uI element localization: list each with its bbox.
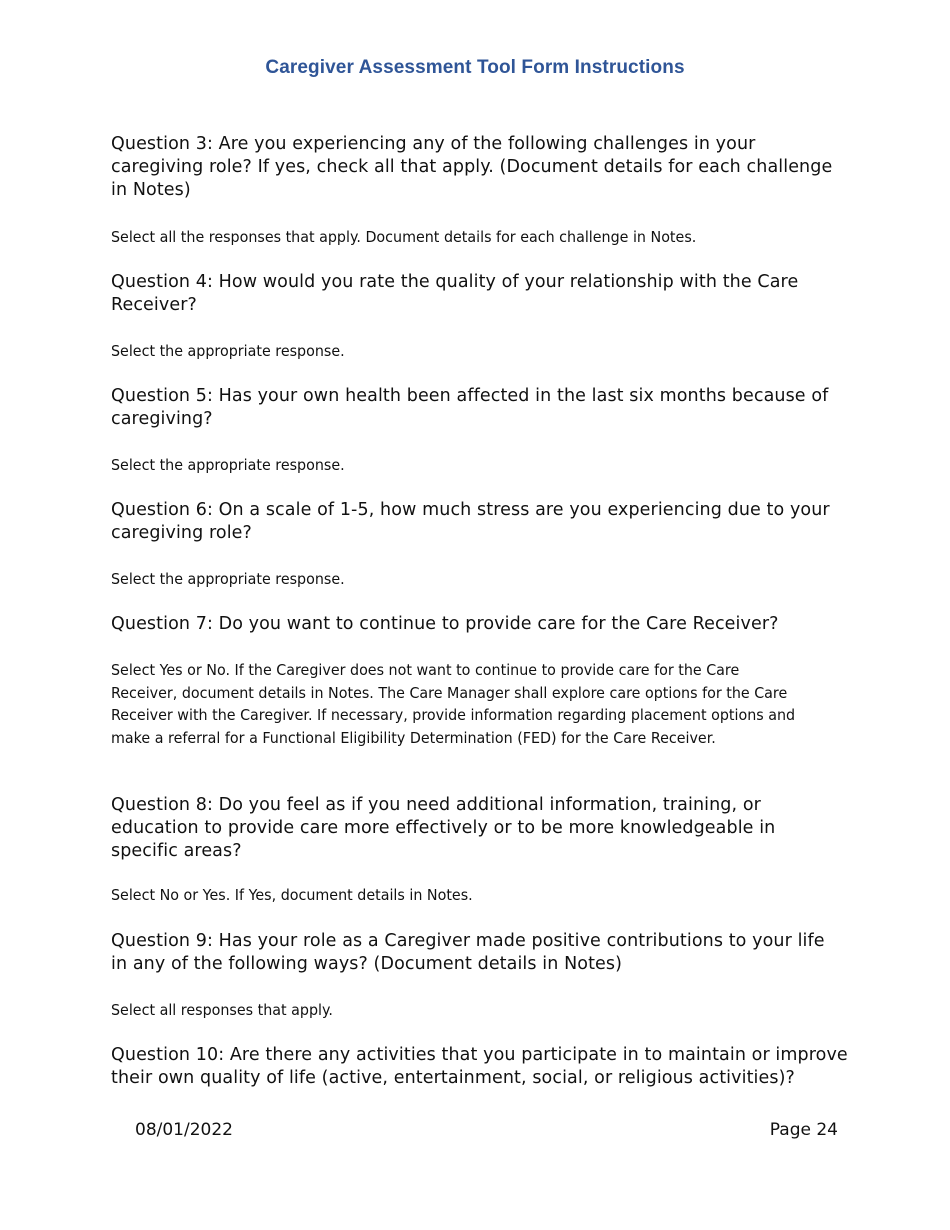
instruction-3: Select all the responses that apply. Document details for each challenge in Notes.: [111, 228, 697, 246]
instruction-9: Select all responses that apply.: [111, 1001, 333, 1019]
instruction-4: Select the appropriate response.: [111, 342, 345, 360]
question-10: Question 10: Are there any activities that you participate in to maintain or improve their own quality of life (active, entertainment, social, or religious activities)?: [111, 1045, 848, 1088]
instruction-6: Select the appropriate response.: [111, 570, 345, 588]
question-3: Question 3: Are you experiencing any of the following challenges in your caregiving role? If yes, check all that apply. (Document details for each challenge in Notes): [111, 134, 833, 200]
page-title: Caregiver Assessment Tool Form Instructions: [265, 57, 685, 78]
question-4: Question 4: How would you rate the quality of your relationship with the Care Receiver?: [111, 272, 799, 315]
instruction-7: Select Yes or No. If the Caregiver does not want to continue to provide care for the Care Receiver, document details in Notes. The Care Manager shall explore care options for the Care Receiver with the Caregiver. If necessary, provide information regarding placement options and make a referral for a Functional Eligibility Determination (FED) for the Care Receiver.: [111, 661, 796, 747]
footer-page-number: Page 24: [769, 1120, 838, 1140]
question-9: Question 9: Has your role as a Caregiver made positive contributions to your life in any of the following ways? (Document details in Notes): [111, 931, 825, 974]
question-5: Question 5: Has your own health been affected in the last six months because of caregiving?: [111, 386, 829, 429]
question-7: Question 7: Do you want to continue to provide care for the Care Receiver?: [111, 614, 779, 634]
question-8: Question 8: Do you feel as if you need additional information, training, or education to provide care more effectively or to be more knowledgeable in specific areas?: [111, 795, 776, 861]
instruction-5: Select the appropriate response.: [111, 456, 345, 474]
question-6: Question 6: On a scale of 1-5, how much stress are you experiencing due to your caregiving role?: [111, 500, 830, 543]
instruction-8: Select No or Yes. If Yes, document details in Notes.: [111, 886, 473, 904]
footer-date: 08/01/2022: [135, 1120, 233, 1140]
